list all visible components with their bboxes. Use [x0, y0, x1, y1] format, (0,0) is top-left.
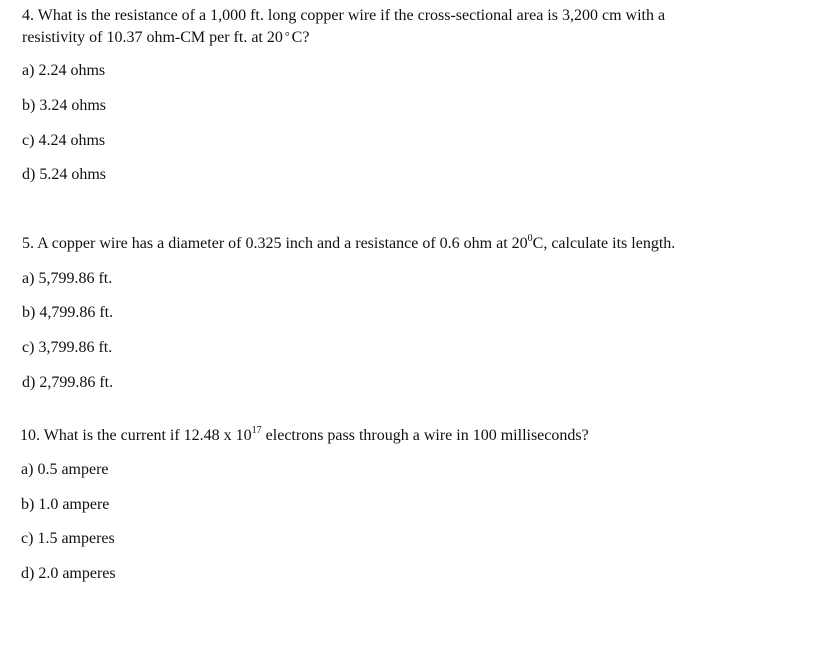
- question-4-line-2: [22, 28, 309, 48]
- option-text: 4,799.86 ft.: [39, 304, 114, 321]
- option-letter: d): [21, 565, 35, 582]
- question-5-option-d: [22, 373, 113, 393]
- question-text: resistivity of 10.37 ohm-CM per ft. at 20: [22, 29, 283, 46]
- option-letter: a): [21, 461, 34, 478]
- question-text: C, calculate its length.: [532, 235, 676, 252]
- question-text: electrons pass through a wire in 100 milliseconds?: [265, 427, 589, 444]
- option-letter: c): [22, 339, 35, 356]
- question-5-option-a: [22, 269, 112, 289]
- option-text: 5.24 ohms: [39, 166, 106, 183]
- option-text: 2.0 amperes: [38, 565, 116, 582]
- exponent-superscript: 17: [251, 424, 262, 436]
- question-text: A copper wire has a diameter of 0.325 inch and a resistance of 0.6 ohm at 20: [37, 235, 528, 252]
- option-letter: a): [22, 62, 35, 79]
- question-4-option-c: [22, 131, 105, 151]
- question-10-option-c: [21, 529, 115, 549]
- option-letter: d): [22, 374, 36, 391]
- question-10-option-b: [21, 495, 109, 515]
- option-letter: b): [21, 496, 35, 513]
- question-5-option-b: [22, 303, 113, 323]
- question-text: C?: [291, 29, 310, 46]
- question-5-option-c: [22, 338, 112, 358]
- question-text: What is the current if 12.48 x 10: [43, 427, 252, 444]
- question-5-text: [22, 234, 675, 254]
- question-text: What is the resistance of a 1,000 ft. long copper wire if the cross-sectional area is 3,200 cm with a: [37, 7, 666, 24]
- option-letter: c): [22, 132, 35, 149]
- question-10-text: [20, 426, 589, 446]
- option-text: 2,799.86 ft.: [39, 374, 114, 391]
- question-number: 4.: [22, 7, 34, 24]
- option-text: 1.5 amperes: [37, 530, 115, 547]
- option-letter: b): [22, 304, 36, 321]
- question-4-option-a: [22, 61, 105, 81]
- option-text: 1.0 ampere: [38, 496, 110, 513]
- option-letter: b): [22, 97, 36, 114]
- question-number: 10.: [20, 427, 40, 444]
- option-text: 5,799.86 ft.: [38, 270, 113, 287]
- question-number: 5.: [22, 235, 34, 252]
- question-4-option-d: [22, 165, 106, 185]
- option-text: 4.24 ohms: [38, 132, 106, 149]
- degree-superscript: 0: [527, 232, 533, 244]
- degree-symbol: °: [284, 29, 290, 43]
- option-text: 2.24 ohms: [38, 62, 106, 79]
- option-letter: c): [21, 530, 34, 547]
- option-letter: a): [22, 270, 35, 287]
- question-4-line-1: [22, 6, 665, 26]
- option-text: 0.5 ampere: [37, 461, 109, 478]
- question-10-option-d: [21, 564, 116, 584]
- option-text: 3.24 ohms: [39, 97, 106, 114]
- question-4-option-b: [22, 96, 106, 116]
- option-text: 3,799.86 ft.: [38, 339, 113, 356]
- option-letter: d): [22, 166, 36, 183]
- question-10-option-a: [21, 460, 109, 480]
